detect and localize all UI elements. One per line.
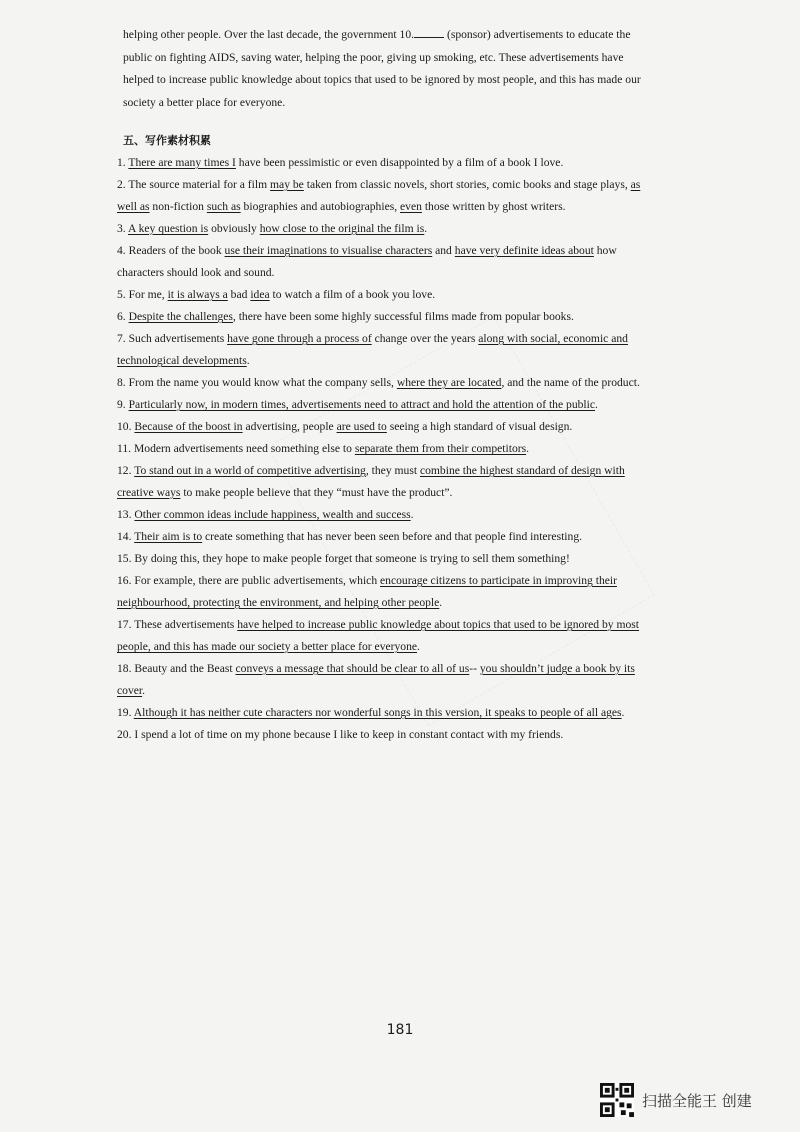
- underlined-phrase: Particularly now, in modern times, advertisements need to attract and hold the attention of the public: [128, 398, 596, 411]
- item-number: 17.: [117, 618, 135, 631]
- sentence-list: [117, 152, 703, 746]
- sentence-line: [117, 570, 703, 592]
- sentence-text: to watch a film of a book you love.: [269, 288, 436, 301]
- sentence-text: .: [621, 706, 625, 719]
- underlined-phrase: separate them from their competitors: [354, 442, 527, 455]
- sentence-item: [117, 218, 703, 240]
- sentence-line: [117, 548, 703, 570]
- sentence-item: [117, 372, 703, 394]
- item-number: 15.: [117, 552, 135, 565]
- sentence-line: [117, 680, 703, 702]
- item-number: 5.: [117, 288, 129, 301]
- underlined-phrase: have gone through a process of: [227, 332, 372, 345]
- underlined-phrase: as: [630, 178, 641, 191]
- underlined-phrase: There are many times I: [128, 156, 236, 169]
- sentence-text: change over the years: [371, 332, 479, 345]
- intro-paragraph: [123, 24, 703, 114]
- sentence-text: For example, there are public advertisements, which: [134, 574, 381, 587]
- sentence-text: Beauty and the Beast: [134, 662, 236, 675]
- sentence-item: [117, 174, 703, 218]
- sentence-line: [117, 482, 703, 504]
- item-number: 18.: [117, 662, 135, 675]
- underlined-phrase: it is always a: [167, 288, 228, 301]
- underlined-phrase: along with social, economic and: [478, 332, 628, 345]
- sentence-text: These advertisements: [134, 618, 238, 631]
- sentence-text: non-fiction: [149, 200, 207, 213]
- sentence-text: , they must: [365, 464, 420, 477]
- sentence-text: .: [410, 508, 414, 521]
- item-number: 2.: [117, 178, 129, 191]
- underlined-phrase: Other common ideas include happiness, wealth and success: [134, 508, 411, 521]
- scanner-app-label: 扫描全能王 创建: [642, 1091, 752, 1110]
- sentence-text: Modern advertisements need something else to: [133, 442, 355, 455]
- sentence-text: .: [246, 354, 250, 367]
- sentence-line: [117, 240, 703, 262]
- underlined-phrase: Because of the boost in: [134, 420, 243, 433]
- scanner-footer: [600, 1082, 790, 1118]
- sentence-line: [117, 526, 703, 548]
- sentence-line: [117, 438, 703, 460]
- sentence-item: [117, 240, 703, 284]
- sentence-text: From the name you would know what the company sells,: [128, 376, 397, 389]
- underlined-phrase: have helped to increase public knowledge about topics that used to be ignored by most: [237, 618, 640, 631]
- sentence-line: [117, 152, 703, 174]
- intro-line: public on fighting AIDS, saving water, helping the poor, giving up smoking, etc. These advertisements have: [123, 50, 624, 64]
- underlined-phrase: technological developments: [117, 354, 247, 367]
- underlined-phrase: encourage citizens to participate in improving their: [380, 574, 617, 587]
- item-number: 4.: [117, 244, 129, 257]
- page-number: 181: [386, 1022, 414, 1038]
- sentence-text: seeing a high standard of visual design.: [386, 420, 573, 433]
- sentence-text: .: [526, 442, 530, 455]
- sentence-text: The source material for a film: [128, 178, 271, 191]
- qr-code-icon: [600, 1083, 634, 1117]
- underlined-phrase: Although it has neither cute characters nor wonderful songs in this version, it speaks to people of all ages: [133, 706, 622, 719]
- sentence-text: advertising, people: [242, 420, 337, 433]
- sentence-line: [117, 592, 703, 614]
- underlined-phrase: creative ways: [117, 486, 181, 499]
- sentence-item: [117, 306, 703, 328]
- sentence-line: [117, 460, 703, 482]
- sentence-text: --: [469, 662, 480, 675]
- item-number: 9.: [117, 398, 129, 411]
- sentence-line: [117, 416, 703, 438]
- sentence-text: .: [595, 398, 598, 411]
- sentence-text: .: [439, 596, 443, 609]
- sentence-item: [117, 438, 703, 460]
- item-number: 1.: [117, 156, 129, 169]
- sentence-item: [117, 416, 703, 438]
- sentence-text: taken from classic novels, short stories, comic books and stage plays,: [303, 178, 631, 191]
- item-number: 13.: [117, 508, 135, 521]
- sentence-text: .: [142, 684, 146, 697]
- item-number: 20.: [117, 728, 135, 741]
- fill-blank: [414, 27, 444, 38]
- sentence-text: , there have been some highly successful films made from popular books.: [232, 310, 574, 323]
- item-number: 6.: [117, 310, 129, 323]
- sentence-line: [117, 196, 703, 218]
- underlined-phrase: To stand out in a world of competitive advertising: [134, 464, 366, 477]
- underlined-phrase: Their aim is to: [134, 530, 203, 543]
- item-number: 19.: [117, 706, 134, 719]
- sentence-item: [117, 394, 703, 416]
- intro-text: helping other people. Over the last decade, the government 10.: [123, 28, 415, 41]
- underlined-phrase: have very definite ideas about: [454, 244, 594, 257]
- intro-line: helped to increase public knowledge about topics that used to be ignored by most people, and this has made our: [123, 73, 641, 86]
- sentence-text: I spend a lot of time on my phone because I like to keep in constant contact with my friends.: [134, 728, 564, 741]
- sentence-line: [117, 218, 703, 240]
- sentence-text: Readers of the book: [128, 244, 225, 257]
- sentence-text: .: [417, 640, 420, 653]
- sentence-text: to make people believe that they “must have the product”.: [180, 486, 453, 499]
- section-heading: 五、写作素材积累: [123, 134, 211, 147]
- underlined-phrase: such as: [206, 200, 241, 213]
- sentence-line: [117, 724, 703, 746]
- sentence-text: By doing this, they hope to make people forget that someone is trying to sell them something!: [134, 552, 570, 565]
- sentence-item: [117, 460, 703, 504]
- underlined-phrase: where they are located: [396, 376, 502, 389]
- underlined-phrase: conveys a message that should be clear to all of us: [235, 662, 470, 675]
- underlined-phrase: Despite the challenges: [128, 310, 233, 323]
- sentence-item: [117, 570, 703, 614]
- sentence-line: [117, 504, 703, 526]
- underlined-phrase: you shouldn’t judge a book by its: [479, 662, 635, 675]
- item-number: 10.: [117, 420, 135, 433]
- underlined-phrase: well as: [117, 200, 150, 213]
- sentence-line: [117, 702, 703, 724]
- sentence-text: .: [424, 222, 428, 235]
- underlined-phrase: use their imaginations to visualise characters: [224, 244, 433, 257]
- sentence-text: create something that has never been seen before and that people find interesting.: [202, 530, 583, 543]
- sentence-item: [117, 526, 703, 548]
- sentence-text: and: [432, 244, 455, 257]
- underlined-phrase: are used to: [336, 420, 387, 433]
- sentence-line: [117, 658, 703, 680]
- item-number: 8.: [117, 376, 129, 389]
- item-number: 14.: [117, 530, 135, 543]
- underlined-phrase: even: [400, 200, 422, 213]
- sentence-text: , and the name of the product.: [501, 376, 640, 389]
- sentence-line: [117, 350, 703, 372]
- sentence-text: characters should look and sound.: [117, 266, 275, 279]
- sentence-line: [117, 328, 703, 350]
- sentence-text: those written by ghost writers.: [421, 200, 566, 213]
- intro-text: (sponsor) advertisements to educate the: [446, 28, 631, 41]
- sentence-text: how: [593, 244, 617, 257]
- sentence-item: [117, 614, 703, 658]
- sentence-line: [117, 306, 703, 328]
- sentence-text: For me,: [128, 288, 168, 301]
- sentence-line: [117, 394, 703, 416]
- sentence-text: have been pessimistic or even disappointed by a film of a book I love.: [235, 156, 564, 169]
- underlined-phrase: how close to the original the film is: [259, 222, 425, 235]
- sentence-text: biographies and autobiographies,: [240, 200, 401, 213]
- sentence-item: [117, 152, 703, 174]
- sentence-line: [117, 372, 703, 394]
- sentence-item: [117, 504, 703, 526]
- sentence-item: [117, 284, 703, 306]
- item-number: 11.: [117, 442, 134, 455]
- intro-line: society a better place for everyone.: [123, 95, 286, 109]
- item-number: 12.: [117, 464, 135, 477]
- sentence-text: bad: [227, 288, 251, 301]
- underlined-phrase: neighbourhood, protecting the environment, and helping other people: [117, 596, 440, 609]
- item-number: 7.: [117, 332, 129, 345]
- sentence-text: obviously: [208, 222, 260, 235]
- sentence-line: [117, 614, 703, 636]
- underlined-phrase: idea: [250, 288, 270, 301]
- underlined-phrase: cover: [117, 684, 143, 697]
- intro-line: [123, 24, 703, 47]
- sentence-item: [117, 328, 703, 372]
- sentence-item: [117, 548, 703, 570]
- sentence-item: [117, 702, 703, 724]
- underlined-phrase: people, and this has made our society a better place for everyone: [117, 640, 418, 653]
- item-number: 3.: [117, 222, 128, 235]
- underlined-phrase: A key question is: [127, 222, 209, 235]
- item-number: 16.: [117, 574, 135, 587]
- sentence-line: [117, 284, 703, 306]
- sentence-item: [117, 658, 703, 702]
- underlined-phrase: may be: [270, 178, 304, 191]
- sentence-line: [117, 262, 703, 284]
- sentence-line: [117, 636, 703, 658]
- underlined-phrase: combine the highest standard of design with: [419, 464, 625, 477]
- sentence-item: [117, 724, 703, 746]
- sentence-text: Such advertisements: [128, 332, 228, 345]
- sentence-line: [117, 174, 703, 196]
